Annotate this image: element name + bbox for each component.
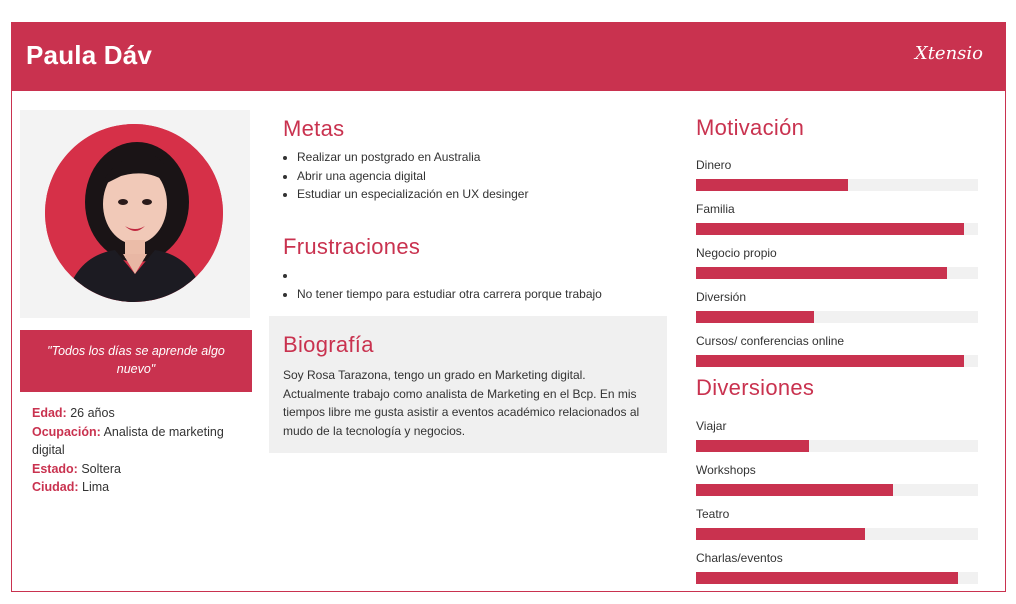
frustraciones-list	[283, 266, 663, 303]
diversiones-bar-item	[696, 550, 979, 584]
list-item: • Estudiar un especialización en UX desinger	[297, 185, 663, 204]
motivacion-bar-label: Familia	[696, 202, 735, 216]
motivacion-bar-fill	[696, 311, 814, 323]
diversiones-bar-label: Workshops	[696, 463, 756, 477]
metas-title: Metas	[283, 116, 345, 141]
diversiones-bar-fill	[696, 528, 865, 540]
motivacion-bar-item	[696, 245, 979, 279]
fact-age: Edad: 26 años	[32, 406, 115, 420]
diversiones-bar-label: Viajar	[696, 419, 727, 433]
motivacion-bar-label: Negocio propio	[696, 246, 777, 260]
motivacion-bar-fill	[696, 267, 947, 279]
motivacion-bar-track	[696, 223, 978, 235]
diversiones-bar-fill	[696, 440, 809, 452]
diversiones-bar-item	[696, 462, 979, 496]
xtensio-logo[interactable]: Xtensio	[914, 43, 983, 64]
diversiones-bar-fill	[696, 484, 893, 496]
motivacion-bar-item	[696, 157, 979, 191]
profile-photo	[45, 124, 223, 302]
motivacion-bar-label: Diversión	[696, 290, 747, 304]
persona-facts	[32, 404, 242, 497]
diversiones-bar-label: Teatro	[696, 507, 730, 521]
motivacion-bar-track	[696, 179, 978, 191]
list-item: • Abrir una agencia digital	[297, 167, 663, 186]
profile-photo-area	[20, 110, 250, 318]
biografia-text: Soy Rosa Tarazona, tengo un grado en Marketing digital. Actualmente trabajo como analista de Marketing en el Bcp. En mis tiempos libre me gusta asistir a eventos académico relacionados al mudo de la tecnología y negocios.	[283, 368, 640, 438]
diversiones-title: Diversiones	[696, 375, 815, 400]
list-item	[297, 266, 663, 285]
diversiones-bars	[696, 418, 979, 584]
motivacion-bar-fill	[696, 179, 848, 191]
diversiones-bar-track	[696, 528, 978, 540]
diversiones-section	[696, 375, 979, 594]
metas-section	[283, 116, 663, 204]
diversiones-bar-fill	[696, 572, 958, 584]
portrait-illustration	[45, 124, 223, 302]
motivacion-bar-track	[696, 311, 978, 323]
motivacion-title: Motivación	[696, 115, 805, 140]
persona-name: Paula Dáv	[26, 40, 153, 70]
fact-city: Ciudad: Lima	[32, 480, 110, 494]
list-item: • No tener tiempo para estudiar otra carrera porque trabajo	[297, 285, 663, 304]
motivacion-bar-item	[696, 201, 979, 235]
motivacion-section	[696, 115, 979, 377]
fact-status: Estado: Soltera	[32, 461, 121, 476]
fact-occupation: Ocupación: Analista de marketing digital	[32, 424, 224, 457]
motivacion-bar-fill	[696, 223, 964, 235]
motivacion-bars	[696, 157, 979, 367]
motivacion-bar-track	[696, 355, 978, 367]
frustraciones-section	[283, 234, 663, 303]
persona-quote: "Todos los días se aprende algo nuevo"	[20, 330, 252, 392]
diversiones-bar-track	[696, 484, 978, 496]
motivacion-bar-item	[696, 333, 979, 367]
metas-list	[283, 148, 663, 204]
header-bar	[12, 23, 1005, 91]
motivacion-bar-fill	[696, 355, 964, 367]
diversiones-bar-item	[696, 418, 979, 452]
diversiones-bar-label: Charlas/eventos	[696, 551, 783, 565]
motivacion-bar-label: Cursos/ conferencias online	[696, 334, 845, 348]
biografia-title: Biografía	[283, 332, 374, 357]
biografia-section	[269, 316, 667, 453]
frustraciones-title: Frustraciones	[283, 234, 421, 259]
diversiones-bar-track	[696, 572, 978, 584]
motivacion-bar-track	[696, 267, 978, 279]
motivacion-bar-label: Dinero	[696, 158, 732, 172]
motivacion-bar-item	[696, 289, 979, 323]
list-item: • Realizar un postgrado en Australia	[297, 148, 663, 167]
diversiones-bar-item	[696, 506, 979, 540]
diversiones-bar-track	[696, 440, 978, 452]
